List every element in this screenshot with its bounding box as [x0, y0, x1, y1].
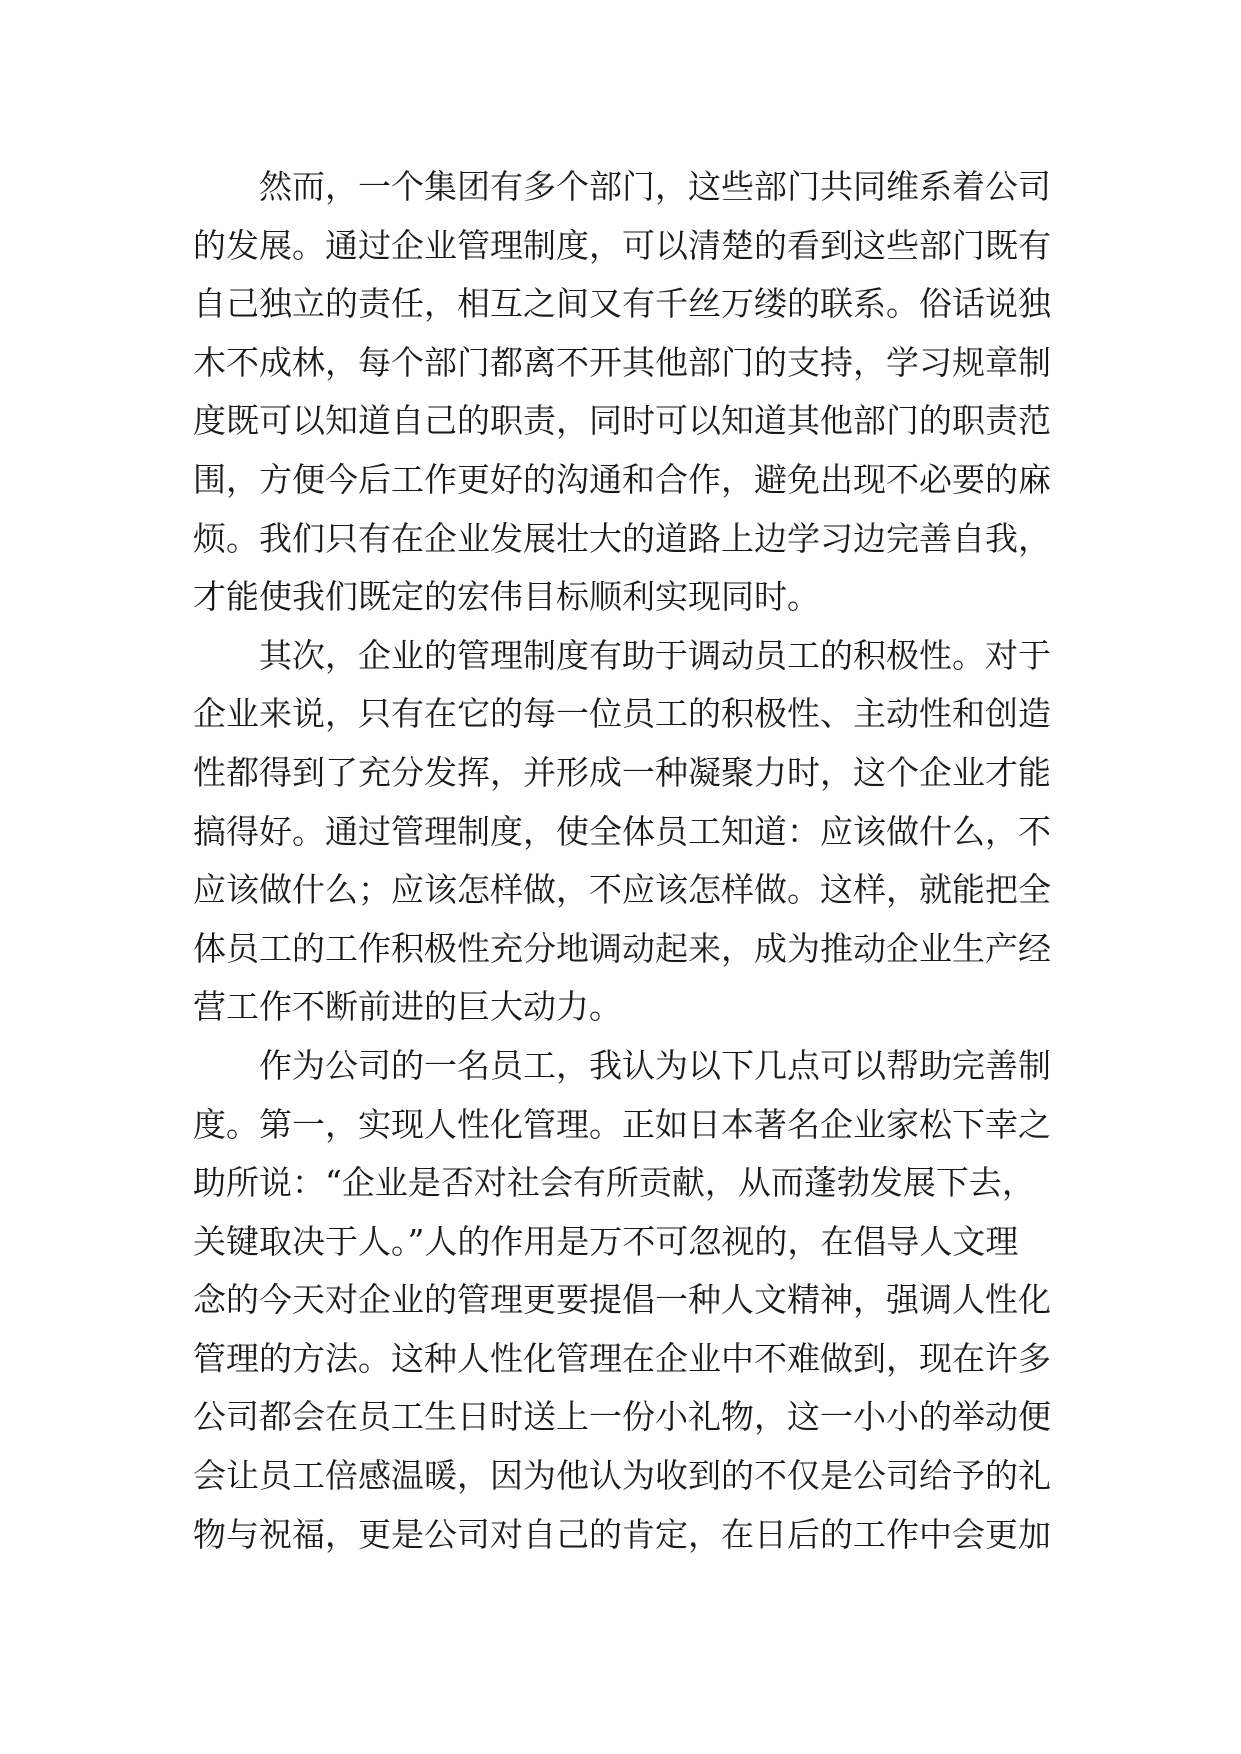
text-line: 自己独立的责任，相互之间又有千丝万缕的联系。俗话说独: [193, 284, 1051, 324]
text-line: 体员工的工作积极性充分地调动起来，成为推动企业生产经: [193, 928, 1051, 968]
text-line: 围，方便今后工作更好的沟通和合作，避免出现不必要的麻: [193, 459, 1051, 499]
text-line: 的发展。通过企业管理制度，可以清楚的看到这些部门既有: [193, 225, 1051, 265]
text-line: 烦。我们只有在企业发展壮大的道路上边学习边完善自我，: [193, 518, 1051, 558]
text-line: 念的今天对企业的管理更要提倡一种人文精神，强调人性化: [193, 1280, 1051, 1320]
text-line: 关键取决于人。”人的作用是万不可忽视的，在倡导人文理: [193, 1221, 1019, 1261]
text-line: 作为公司的一名员工，我认为以下几点可以帮助完善制: [259, 1045, 1051, 1085]
text-line: 木不成林，每个部门都离不开其他部门的支持，学习规章制: [193, 342, 1051, 382]
text-line: 营工作不断前进的巨大动力。: [193, 987, 622, 1027]
text-line: 助所说：“企业是否对社会有所贡献，从而蓬勃发展下去，: [193, 1163, 1035, 1203]
text-line: 公司都会在员工生日时送上一份小礼物，这一小小的举动便: [193, 1397, 1051, 1437]
text-line: 物与祝福，更是公司对自己的肯定，在日后的工作中会更加: [193, 1514, 1051, 1554]
text-line: 才能使我们既定的宏伟目标顺利实现同时。: [193, 577, 820, 617]
text-line: 会让员工倍感温暖，因为他认为收到的不仅是公司给予的礼: [193, 1456, 1051, 1496]
text-line: 性都得到了充分发挥，并形成一种凝聚力时，这个企业才能: [193, 752, 1051, 792]
text-line: 度。第一，实现人性化管理。正如日本著名企业家松下幸之: [193, 1104, 1051, 1144]
text-line: 管理的方法。这种人性化管理在企业中不难做到，现在许多: [193, 1338, 1051, 1378]
text-line: 度既可以知道自己的职责，同时可以知道其他部门的职责范: [193, 401, 1051, 441]
text-line: 然而，一个集团有多个部门，这些部门共同维系着公司: [259, 167, 1051, 206]
text-line: 应该做什么；应该怎样做，不应该怎样做。这样，就能把全: [193, 870, 1051, 910]
text-line: 搞得好。通过管理制度，使全体员工知道：应该做什么，不: [193, 811, 1051, 851]
text-line: 其次，企业的管理制度有助于调动员工的积极性。对于: [259, 635, 1051, 675]
body-text: [193, 158, 1053, 1564]
text-line: 企业来说，只有在它的每一位员工的积极性、主动性和创造: [193, 694, 1051, 734]
